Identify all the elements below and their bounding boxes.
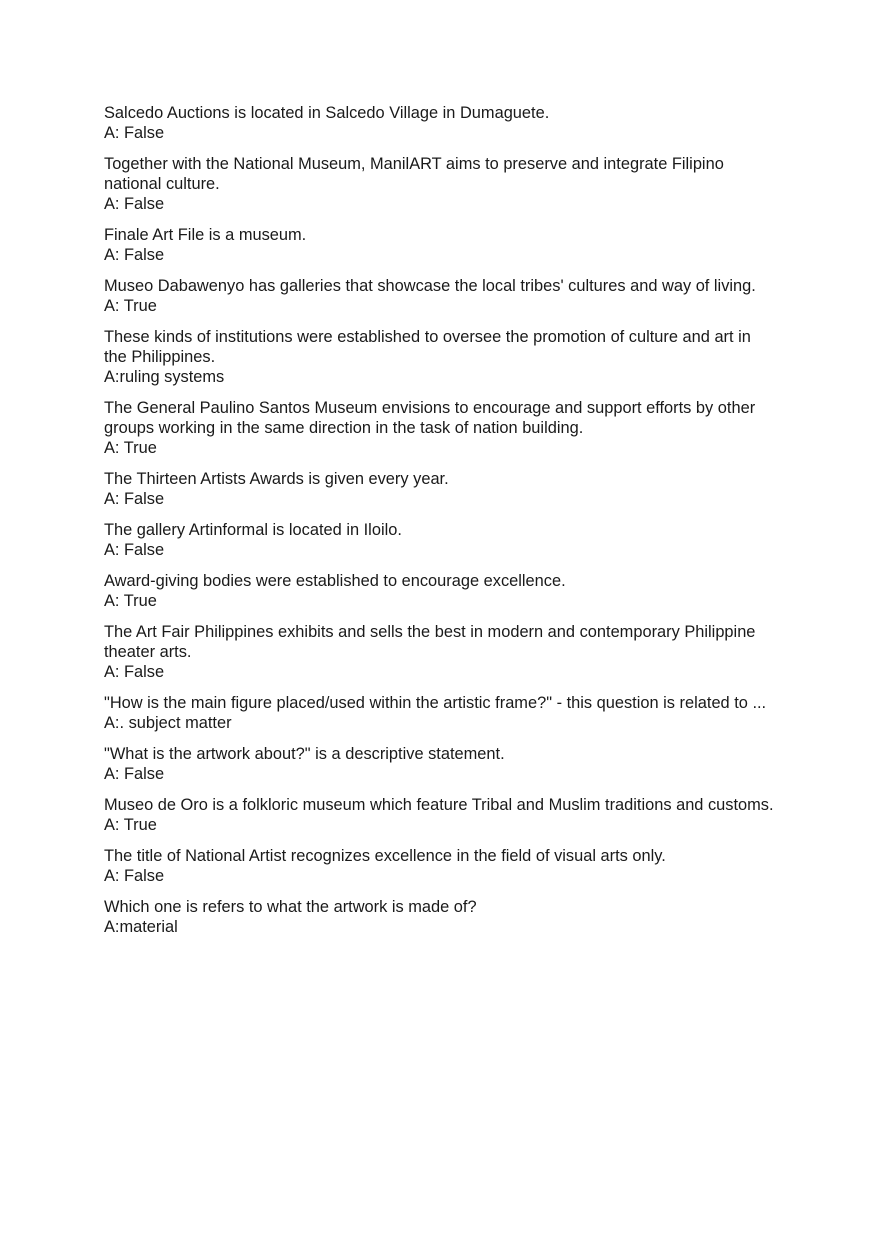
qa-item <box>104 103 774 143</box>
question-text: Award-giving bodies were established to encourage excellence. <box>104 572 566 590</box>
question-text: Museo de Oro is a folkloric museum which feature Tribal and Muslim traditions and customs. <box>104 796 774 814</box>
qa-item <box>104 154 774 214</box>
question-text: The General Paulino Santos Museum envisions to encourage and support efforts by other groups working in the same direction in the task of nation building. <box>104 399 756 437</box>
answer-text: A: False <box>104 867 165 885</box>
answer-text: A: True <box>104 297 157 315</box>
qa-item <box>104 276 774 316</box>
question-text: "What is the artwork about?" is a descriptive statement. <box>104 745 505 763</box>
answer-text: A:material <box>104 918 178 936</box>
answer-text: A: False <box>104 541 165 559</box>
question-text: "How is the main figure placed/used within the artistic frame?" - this question is related to ... <box>104 694 767 712</box>
answer-text: A: False <box>104 124 165 142</box>
answer-text: A: False <box>104 663 165 681</box>
question-text: The Thirteen Artists Awards is given every year. <box>104 470 449 488</box>
question-text: Together with the National Museum, ManilART aims to preserve and integrate Filipino national culture. <box>104 155 724 193</box>
qa-list <box>104 103 774 948</box>
answer-text: A: False <box>104 246 165 264</box>
qa-item <box>104 744 774 784</box>
question-text: Which one is refers to what the artwork is made of? <box>104 898 477 916</box>
qa-item <box>104 469 774 509</box>
qa-item <box>104 846 774 886</box>
answer-text: A: True <box>104 592 157 610</box>
qa-item <box>104 520 774 560</box>
qa-item <box>104 398 774 458</box>
qa-item <box>104 327 774 387</box>
question-text: These kinds of institutions were established to oversee the promotion of culture and art in the Philippines. <box>104 328 751 366</box>
answer-text: A: True <box>104 439 157 457</box>
question-text: Museo Dabawenyo has galleries that showcase the local tribes' cultures and way of living. <box>104 277 756 295</box>
qa-item <box>104 897 774 937</box>
question-text: Salcedo Auctions is located in Salcedo Village in Dumaguete. <box>104 104 550 122</box>
answer-text: A: False <box>104 765 165 783</box>
qa-item <box>104 795 774 835</box>
qa-item <box>104 622 774 682</box>
answer-text: A:ruling systems <box>104 368 225 386</box>
answer-text: A:. subject matter <box>104 714 232 732</box>
qa-item <box>104 571 774 611</box>
question-text: The gallery Artinformal is located in Iloilo. <box>104 521 402 539</box>
question-text: The Art Fair Philippines exhibits and sells the best in modern and contemporary Philippine theater arts. <box>104 623 756 661</box>
answer-text: A: True <box>104 816 157 834</box>
question-text: Finale Art File is a museum. <box>104 226 307 244</box>
qa-item <box>104 225 774 265</box>
answer-text: A: False <box>104 195 165 213</box>
question-text: The title of National Artist recognizes excellence in the field of visual arts only. <box>104 847 666 865</box>
answer-text: A: False <box>104 490 165 508</box>
qa-item <box>104 693 774 733</box>
